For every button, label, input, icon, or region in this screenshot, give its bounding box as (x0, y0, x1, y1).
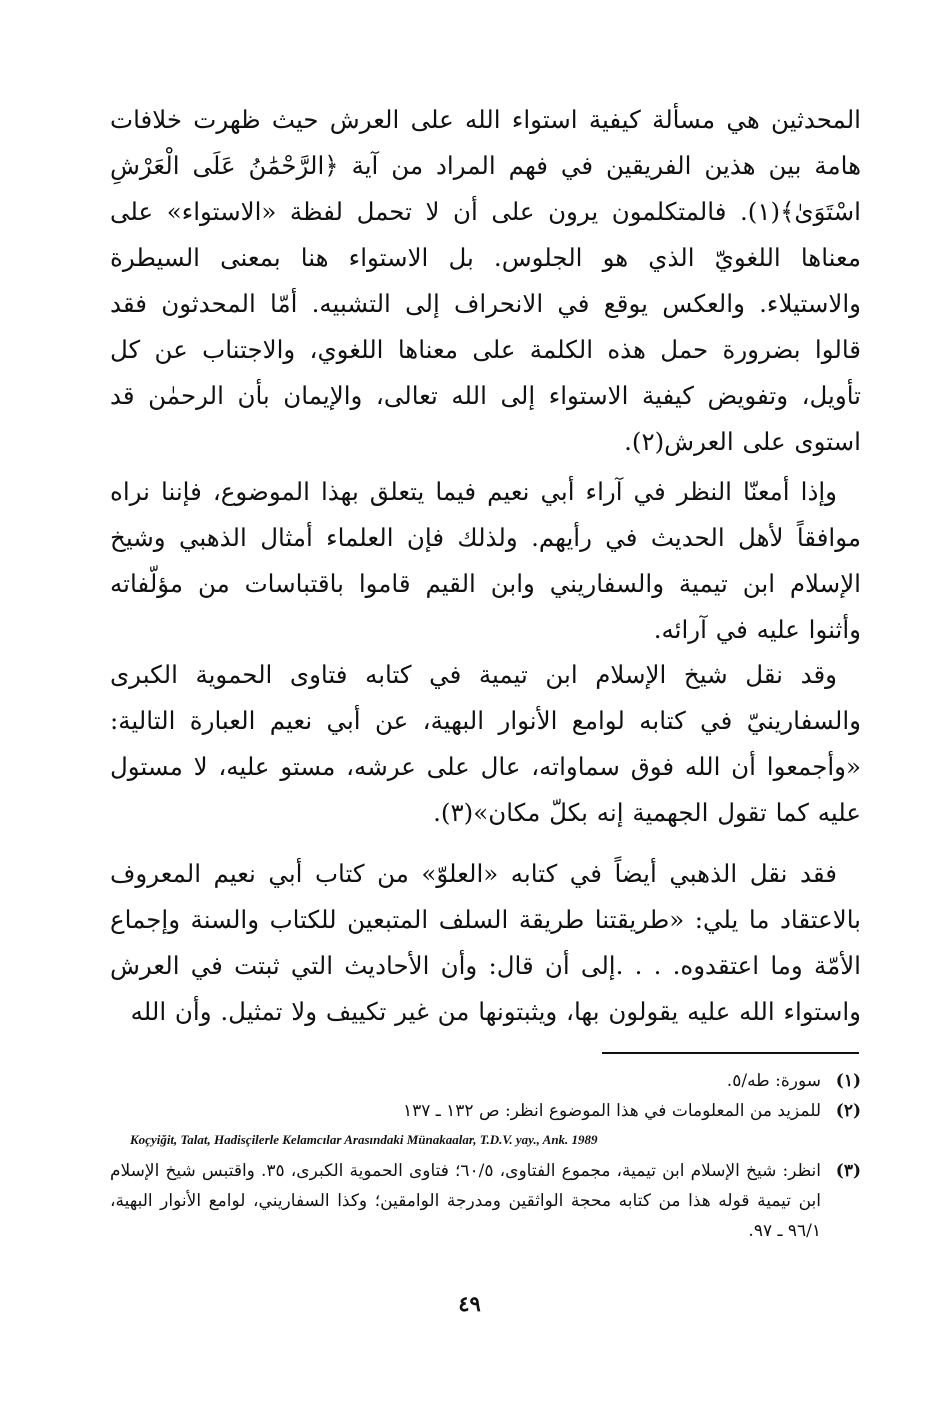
paragraph-3-text: وقد نقل شيخ الإسلام ابن تيمية في كتابه فتاوى الحموية الكبرى والسفارينيّ في كتابه لوامع الأنوار البهية، عن أبي نعيم العبارة التالية: «وأجمعوا أن الله فوق سماواته، عال على عرشه، مستو عليه، لا مستول عليه كما تقول الجهمية إنه بكلّ مكان»(٣). (110, 660, 861, 827)
paragraph-4-text: فقد نقل الذهبي أيضاً في كتابه «العلوّ» من كتاب أبي نعيم المعروف بالاعتقاد ما يلي: «طريقتنا طريقة السلف المتبعين للكتاب والسنة وإجماع الأمّة وما اعتقدوه. . . .إلى أن قال: وأن الأحاديث التي ثبتت في العرش واستواء الله عليه يقولون بها، ويثبتونها من غير تكييف ولا تمثيل. وأن الله (110, 859, 861, 1026)
footnote-divider (602, 1052, 859, 1054)
footnote-2 (110, 1096, 861, 1126)
paragraph-1 (110, 97, 861, 465)
footnote-2-latin-reference: Koçyiğit, Talat, Hadisçilerle Kelamcılar Arasındaki Münakaalar, T.D.V. yay., Ank. 1989 (130, 1132, 598, 1147)
page-number: ٤٩ (458, 1291, 481, 1316)
footnote-1-number: (١) (835, 1071, 861, 1091)
footnote-2-number: (٢) (835, 1101, 861, 1121)
footnote-3-text: انظر: شيخ الإسلام ابن تيمية، مجموع الفتاوى، ٦٠/٥؛ فتاوى الحموية الكبرى، ٣٥. واقتبس شيخ الإسلام ابن تيمية قوله هذا من كتابه محجة الواثقين ومدرجة الوامقين؛ وكذا السفاريني، لوامع الأنوار البهية، ٩٦/١ ـ ٩٧. (110, 1161, 821, 1241)
footnote-1 (110, 1066, 861, 1096)
footnote-3-number: (٣) (835, 1161, 861, 1181)
paragraph-3 (110, 652, 861, 836)
footnote-1-text: سورة: طه/٥. (726, 1071, 821, 1091)
paragraph-4 (110, 851, 861, 1035)
paragraph-1-text: المحدثين هي مسألة كيفية استواء الله على العرش حيث ظهرت خلافات هامة بين هذين الفريقين في فهم المراد من آية ﴿الرَّحْمَٰنُ عَلَى الْعَرْشِ اسْتَوَىٰ﴾(١). فالمتكلمون يرون على أن لا تحمل لفظة «الاستواء» على معناها اللغويّ الذي هو الجلوس. بل الاستواء هنا بمعنى السيطرة والاستيلاء. والعكس يوقع في الانحراف إلى التشبيه. أمّا المحدثون فقد قالوا بضرورة حمل هذه الكلمة على معناها اللغوي، والاجتناب عن كل تأويل، وتفويض كيفية الاستواء إلى الله تعالى، والإيمان بأن الرحمٰن قد استوى على العرش(٢). (110, 105, 861, 456)
footnotes-section (110, 1066, 861, 1246)
paragraph-2 (110, 469, 861, 653)
footnote-2-text: للمزيد من المعلومات في هذا الموضوع انظر: ص ١٣٢ ـ ١٣٧ (402, 1101, 821, 1121)
footnote-3 (110, 1156, 861, 1246)
paragraph-2-text: وإذا أمعنّا النظر في آراء أبي نعيم فيما يتعلق بهذا الموضوع، فإننا نراه موافقاً لأهل الحديث في رأيهم. ولذلك فإن العلماء أمثال الذهبي وشيخ الإسلام ابن تيمية والسفاريني وابن القيم قاموا باقتباسات من مؤلّفاته وأثنوا عليه في آرائه. (110, 477, 861, 644)
